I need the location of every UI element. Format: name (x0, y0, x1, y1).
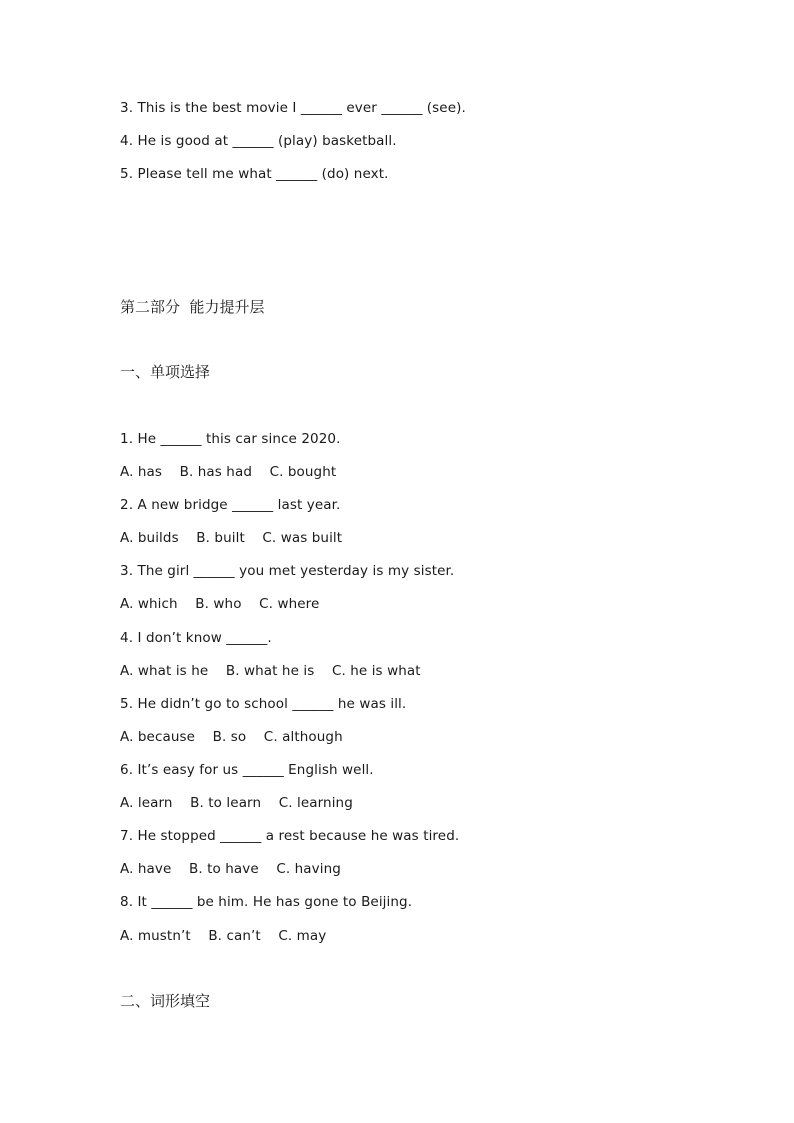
mc-question-3-options: A. which B. who C. where (120, 596, 320, 612)
mc-question-2-stem: 2. A new bridge ______ last year. (120, 497, 341, 513)
mc-question-8-options: A. mustn’t B. can’t C. may (120, 928, 327, 944)
mc-question-7-options: A. have B. to have C. having (120, 861, 341, 877)
part-two-title: 第二部分 能力提升层 (120, 298, 265, 316)
mc-question-2-options: A. builds B. built C. was built (120, 530, 343, 546)
section-multiple-choice-title: 一、单项选择 (120, 363, 211, 381)
section-word-form-title: 二、词形填空 (120, 992, 211, 1010)
mc-question-4-options: A. what is he B. what he is C. he is what (120, 663, 421, 679)
mc-question-8-stem: 8. It ______ be him. He has gone to Beijing. (120, 894, 413, 910)
mc-question-1-options: A. has B. has had C. bought (120, 464, 337, 480)
mc-question-6-options: A. learn B. to learn C. learning (120, 795, 353, 811)
mc-question-4-stem: 4. I don’t know ______. (120, 630, 272, 646)
mc-question-6-stem: 6. It’s easy for us ______ English well. (120, 762, 374, 778)
fill-blank-question-5: 5. Please tell me what ______ (do) next. (120, 166, 389, 182)
mc-question-5-options: A. because B. so C. although (120, 729, 343, 745)
mc-question-1-stem: 1. He ______ this car since 2020. (120, 431, 341, 447)
fill-blank-question-4: 4. He is good at ______ (play) basketball. (120, 133, 397, 149)
mc-question-7-stem: 7. He stopped ______ a rest because he was tired. (120, 828, 460, 844)
fill-blank-question-3: 3. This is the best movie I ______ ever ______ (see). (120, 100, 466, 116)
mc-question-5-stem: 5. He didn’t go to school ______ he was ill. (120, 696, 407, 712)
mc-question-3-stem: 3. The girl ______ you met yesterday is my sister. (120, 563, 455, 579)
